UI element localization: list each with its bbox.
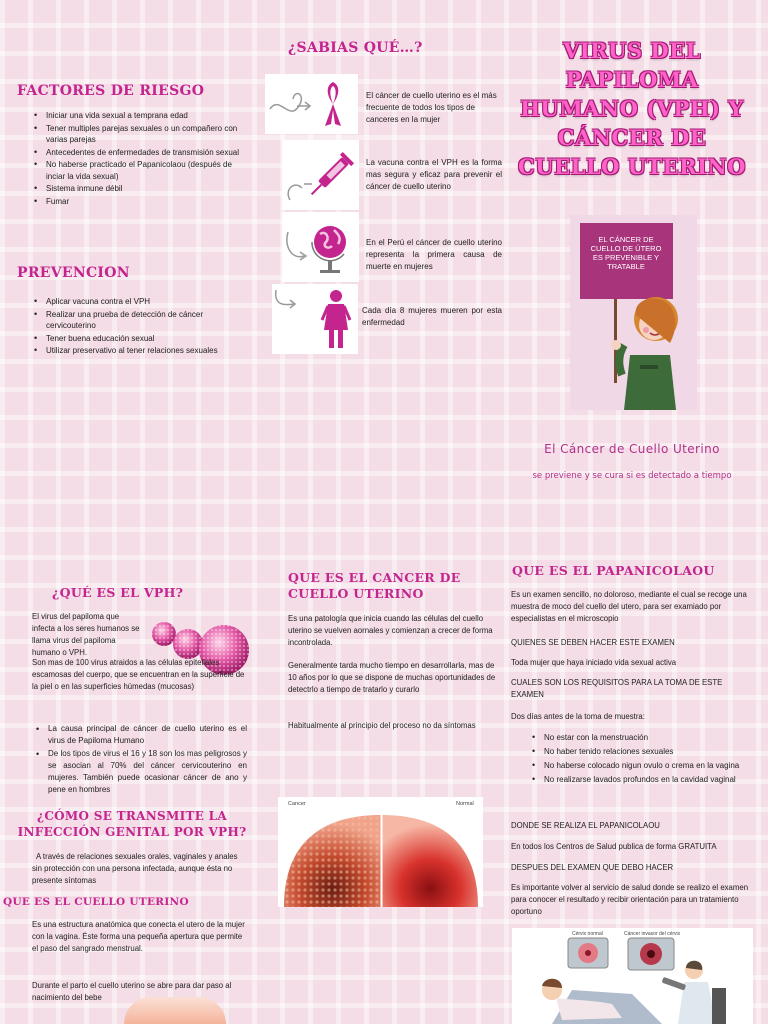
- list-item: • No realizarse lavados profundos en la cavidad vaginal: [528, 773, 750, 786]
- brochure-title: VIRUS DEL PAPILOMA HUMANO (VPH) Y CÁNCER DE CUELLO UTERINO: [518, 38, 746, 179]
- list-item: • Tener buena educación sexual: [30, 333, 248, 345]
- vph-para2: Son mas de 100 virus atraidos a las células epiteliales escamosas del cuerpo, que se encuentran en la superficie de la piel o en las superficies húmedas (mucosas): [32, 658, 245, 691]
- pap-intro: Es un examen sencillo, no doloroso, mediante el cual se recoge una muestra de moco del cuello del utero, para ser examiado por especialistas en el microscopio: [511, 590, 747, 623]
- pap-a4: Es importante volver al servicio de salud donde se realizo el examen para conocer el resultado y recibir orientación para un tratamiento oportuno: [511, 883, 749, 916]
- list-item: • No haberse colocado nigun ovulo o crema en la vagina: [528, 759, 750, 772]
- cervix-cancer-label: Cáncer invasor del cérvix: [624, 931, 681, 937]
- pap-a1: Toda mujer que haya iniciado vida sexual activa: [511, 658, 677, 667]
- vph-bullets: [32, 723, 247, 797]
- woman-image: [272, 284, 358, 354]
- cuello-heading: QUE ES EL CUELLO UTERINO: [3, 896, 189, 908]
- list-item: • Fumar: [30, 196, 248, 208]
- fact-1: El cáncer de cuello uterino es el más frecuente de todos los tipos de canceres en la mujer: [366, 91, 497, 124]
- cuello-para2: Durante el parto el cuello uterino se abre para dar paso al nacimiento del bebe: [32, 981, 232, 1002]
- list-item: • Utilizar preservativo al tener relaciones sexuales: [30, 345, 248, 357]
- pap-q1: QUIENES SE DEBEN HACER ESTE EXAMEN: [511, 638, 675, 647]
- woman-icon: [322, 290, 350, 348]
- doctor-sign-image: [570, 215, 697, 410]
- factores-list: [30, 110, 248, 208]
- pap-q2: CUALES SON LOS REQUISITOS PARA LA TOMA DE ESTE EXAMEN: [511, 678, 723, 699]
- prevencion-list: [30, 296, 248, 358]
- exam-illustration: [512, 928, 753, 1024]
- transmite-heading: ¿CÓMO SE TRANSMITE LA INFECCIÓN GENITAL POR VPH?: [17, 809, 247, 839]
- vph-intro: El virus del papiloma que infecta a los seres humanos se llama virus del papiloma humano o VPH.: [32, 612, 140, 657]
- sabias-heading: ¿SABIAS QUÉ…?: [288, 40, 423, 56]
- list-item: • Realizar una prueba de detección de cáncer cervicouterino: [30, 309, 248, 332]
- prevencion-heading: PREVENCION: [17, 265, 130, 281]
- pap-a3: En todos los Centros de Salud publica de forma GRATUITA: [511, 842, 717, 851]
- list-item: • Antecedentes de enfermedades de transmisión sexual: [30, 147, 248, 159]
- normal-label: Normal: [456, 801, 474, 807]
- cancer-para-3: Habitualmente al principio del proceso no da síntomas: [288, 721, 476, 730]
- pap-q4: DESPUES DEL EXAMEN QUE DEBO HACER: [511, 863, 674, 872]
- subtitle: El Cáncer de Cuello Uterino: [544, 442, 720, 456]
- vph-heading: ¿QUÉ ES EL VPH?: [52, 585, 184, 600]
- cervix-normal-label: Cérvix normal: [572, 931, 603, 937]
- list-item: • Aplicar vacuna contra el VPH: [30, 296, 248, 308]
- cancer-vs-normal-image: [278, 797, 483, 907]
- tagline: se previene y se cura si es detectado a tiempo: [532, 471, 732, 481]
- papanicolaou-heading: QUE ES EL PAPANICOLAOU: [512, 563, 715, 578]
- fact-4: Cada día 8 mujeres mueren por esta enfermedad: [362, 306, 502, 327]
- syringe-icon: [306, 152, 354, 200]
- list-item: • De los tipos de virus el 16 y 18 son los mas peligrosos y se asocian al 70% del cáncer cervicouterino en mujeres. También puede ocasionar cáncer de ano y pene en hombres: [32, 748, 247, 796]
- pap-a2: Dos días antes de la toma de muestra:: [511, 712, 645, 721]
- cervix-thumbnail: [124, 997, 226, 1024]
- list-item: • Sistema inmune débil: [30, 183, 248, 195]
- fact-2: La vacuna contra el VPH es la forma mas segura y eficaz para prevenir el cáncer de cuello uterino: [366, 158, 502, 191]
- cuello-para1: Es una estructura anatómica que conecta el utero de la mujer con la vagina. Éste forma una pequeña apertura que permite el paso del sangrado menstrual.: [32, 920, 245, 953]
- cancer-para-1: Es una patología que inicia cuando las células del cuello uterino se vuelven aornales y comienzan a crecer de forma incontrolada.: [288, 614, 493, 647]
- ribbon-image: [265, 74, 358, 134]
- list-item: • Iniciar una vida sexual a temprana edad: [30, 110, 248, 122]
- fact-3: En el Perú el cáncer de cuello uterino representa la primera causa de muerte en mujeres: [366, 238, 502, 271]
- globe-icon: [312, 226, 346, 273]
- cancer-para-2: Generalmente tarda mucho tiempo en desarrollarla, mas de 10 años por lo que se dispone de muchas oportunidades de detectrlo a tiempo de tratarlo y curarlo: [288, 661, 496, 694]
- cancer-label: Cancer: [288, 801, 306, 807]
- list-item: • La causa principal de cáncer de cuello uterino es el virus de Papiloma Humano: [32, 723, 247, 747]
- list-item: • No haber tenido relaciones sexuales: [528, 745, 750, 758]
- syringe-image: [282, 140, 359, 210]
- list-item: • No estar con la menstruación: [528, 731, 750, 744]
- cancer-heading: QUE ES EL CANCER DE CUELLO UTERINO: [288, 570, 461, 601]
- globe-image: [282, 212, 359, 282]
- list-item: • Tener multiples parejas sexuales o un compañero con varias parejas: [30, 123, 248, 146]
- transmite-text: A través de relaciones sexuales orales, vaginales y anales sin protección con una persona infectada, aunque ésta no presente síntomas: [32, 852, 238, 885]
- pap-q3: DONDE SE REALIZA EL PAPANICOLAOU: [511, 821, 660, 830]
- factores-heading: FACTORES DE RIESGO: [17, 83, 205, 99]
- pap-requirements: [528, 731, 750, 787]
- sign-text: EL CÁNCER DE CUELLO DE ÚTERO ES PREVENIBLE Y TRATABLE: [590, 235, 662, 271]
- list-item: • No haberse practicado el Papanicolaou (después de inciar la vida sexual): [30, 159, 248, 182]
